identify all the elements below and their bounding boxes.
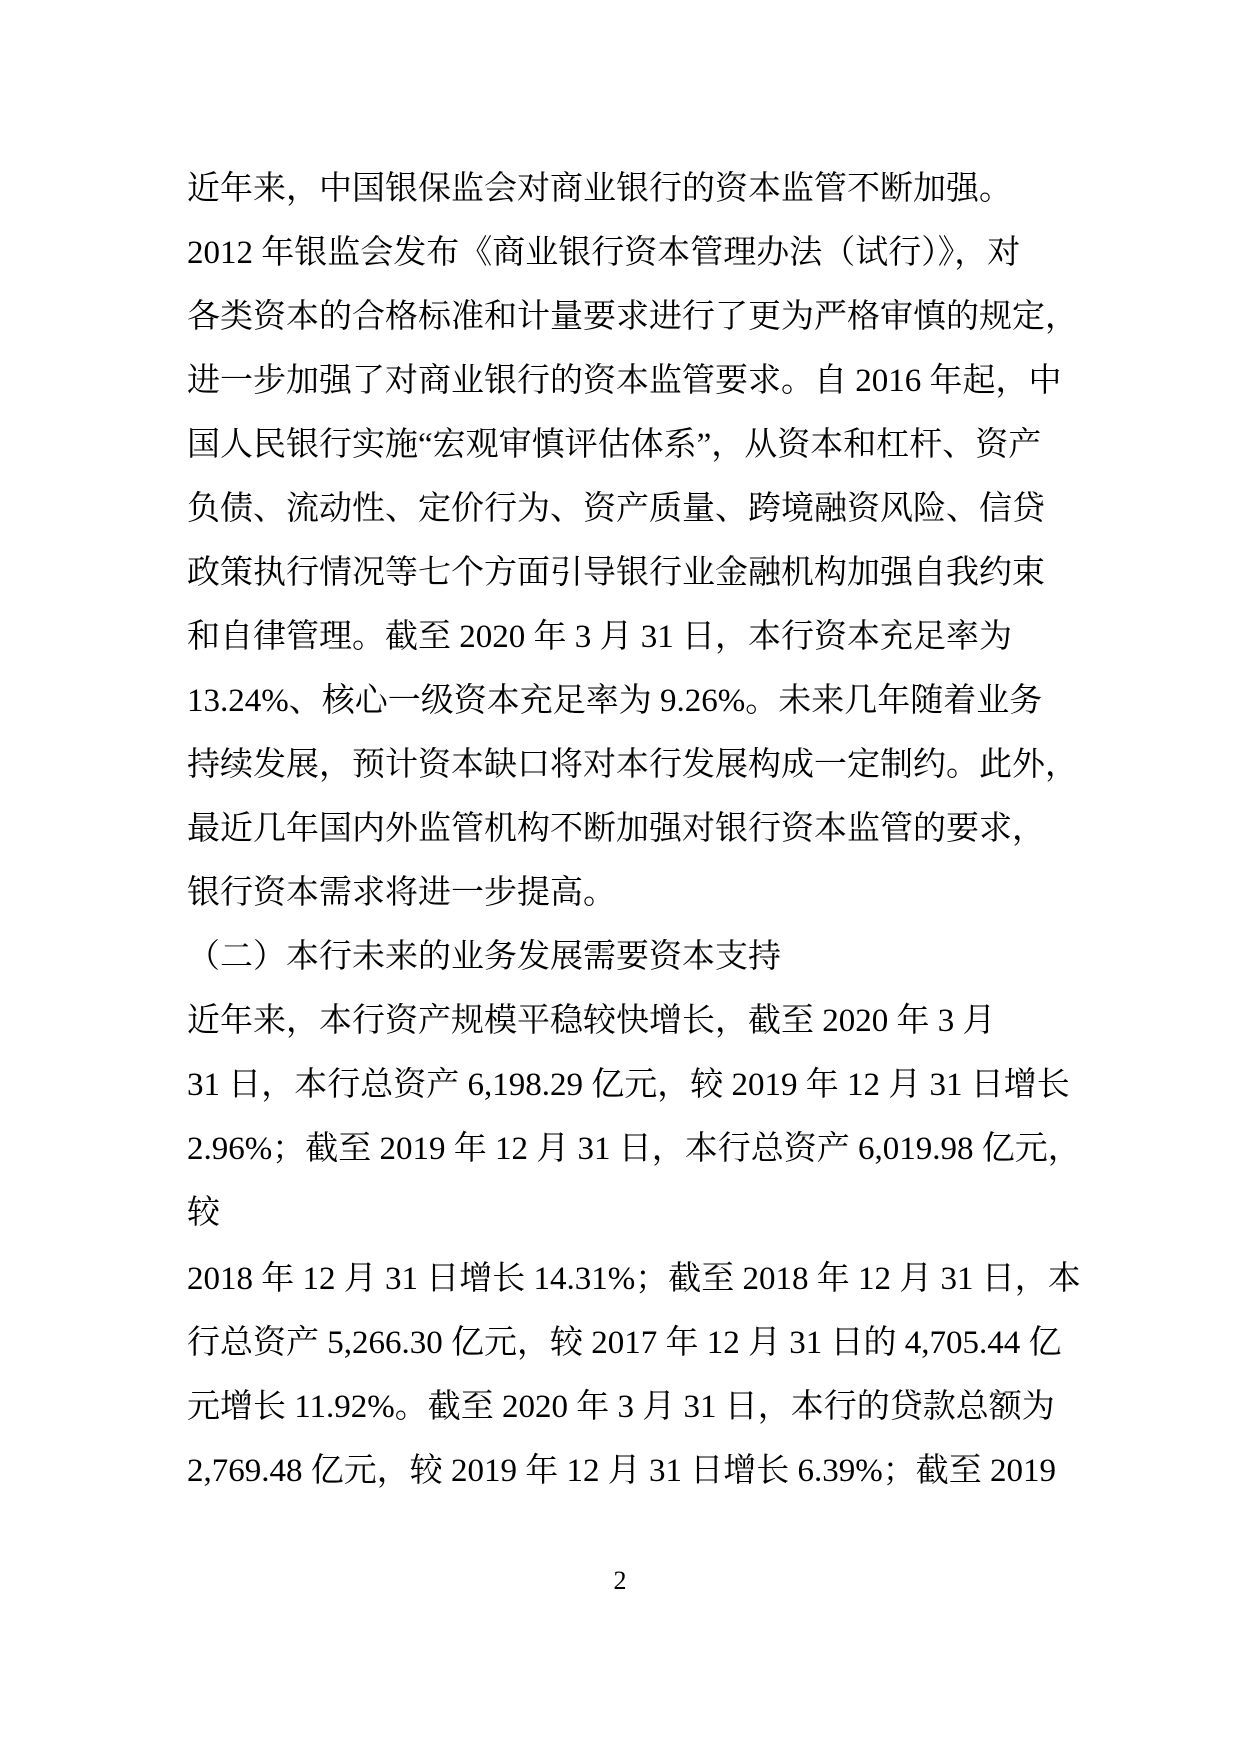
body-text-line: 2.96%；截至 2019 年 12 月 31 日，本行总资产 6,019.98 亿元， <box>187 1131 1081 1167</box>
body-text-line: 13.24%、核心一级资本充足率为 9.26%。未来几年随着业务 <box>187 683 1043 719</box>
body-text-line: 近年来，本行资产规模平稳较快增长，截至 2020 年 3 月 <box>187 1003 996 1039</box>
body-text-line: 政策执行情况等七个方面引导银行业金融机构加强自我约束 <box>187 555 1045 591</box>
body-text-line: 银行资本需求将进一步提高。 <box>187 875 616 911</box>
body-text-line: 较 <box>187 1195 220 1231</box>
body-text-line: 和自律管理。截至 2020 年 3 月 31 日，本行资本充足率为 <box>187 619 1012 655</box>
body-text-line: 持续发展，预计资本缺口将对本行发展构成一定制约。此外， <box>187 747 1078 783</box>
page-number: 2 <box>613 1566 627 1595</box>
body-text-line: 2012 年银监会发布《商业银行资本管理办法（试行）》，对 <box>187 235 1021 271</box>
body-text-line: 2018 年 12 月 31 日增长 14.31%；截至 2018 年 12 月 31 日，本 <box>187 1261 1081 1297</box>
body-text-line: 31 日，本行总资产 6,198.29 亿元，较 2019 年 12 月 31 日增长 <box>187 1067 1070 1103</box>
body-text-line: 最近几年国内外监管机构不断加强对银行资本监管的要求， <box>187 811 1045 847</box>
body-text-line: 元增长 11.92%。截至 2020 年 3 月 31 日，本行的贷款总额为 <box>187 1389 1055 1425</box>
body-text-line: 负债、流动性、定价行为、资产质量、跨境融资风险、信贷 <box>187 491 1045 527</box>
body-text-line: 行总资产 5,266.30 亿元，较 2017 年 12 月 31 日的 4,705.44 亿 <box>187 1325 1062 1361</box>
section-heading: （二）本行未来的业务发展需要资本支持 <box>187 939 781 975</box>
body-text-line: 各类资本的合格标准和计量要求进行了更为严格审慎的规定， <box>187 299 1078 335</box>
body-text-line: 国人民银行实施“宏观审慎评估体系”，从资本和杠杆、资产 <box>187 427 1042 463</box>
body-text-line: 进一步加强了对商业银行的资本监管要求。自 2016 年起，中 <box>187 363 1062 399</box>
body-text-line: 2,769.48 亿元，较 2019 年 12 月 31 日增长 6.39%；截至 2019 <box>187 1453 1056 1489</box>
body-text-line: 近年来，中国银保监会对商业银行的资本监管不断加强。 <box>187 171 1012 207</box>
